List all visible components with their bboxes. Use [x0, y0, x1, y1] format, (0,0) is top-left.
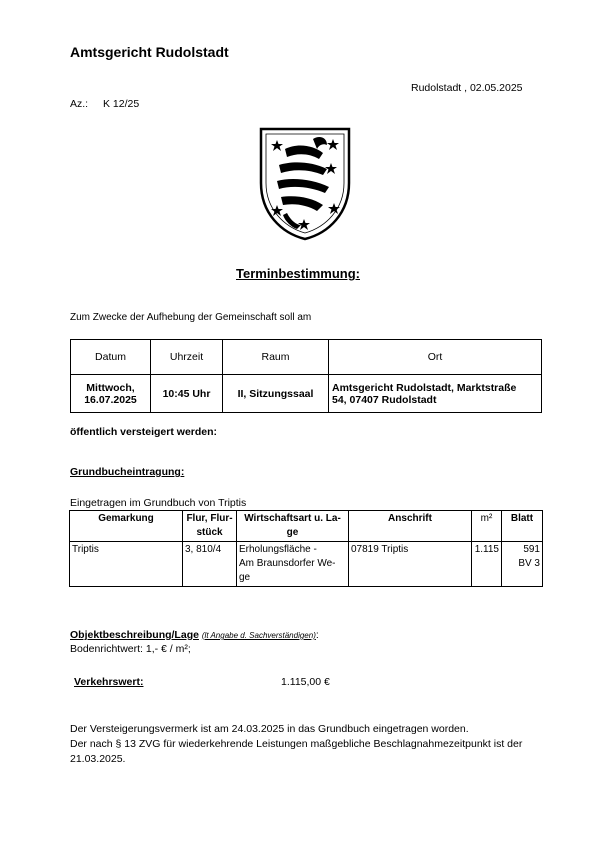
datum-weekday: Mittwoch, [86, 381, 135, 394]
footer-text [70, 722, 540, 767]
intro-text: Zum Zwecke der Aufhebung der Gemeinschaft soll am [70, 312, 312, 323]
cell-datum [71, 375, 151, 413]
cell-anschrift: 07819 Triptis [349, 542, 472, 587]
wirtschaft-line3: ge [239, 572, 251, 583]
header-flur-line2: stück [196, 527, 223, 538]
header-wirtschaft-line2: ge [286, 527, 299, 538]
objekt-note: (lt Angabe d. Sachverständigen) [201, 631, 316, 640]
verkehrswert-label: Verkehrswert: [74, 676, 144, 688]
cell-ort [329, 375, 542, 413]
sold-text: öffentlich versteigert werden: [70, 426, 218, 438]
court-name: Amtsgericht Rudolstadt [70, 44, 229, 60]
az-label: Az.: [70, 98, 89, 110]
objekt-heading-line [70, 629, 319, 641]
grundbuch-intro: Eingetragen im Grundbuch von Triptis [70, 497, 247, 509]
datum-date: 16.07.2025 [84, 393, 137, 406]
header-flur [183, 511, 237, 542]
footer-line1: Der Versteigerungsvermerk ist am 24.03.2025 in das Grundbuch eingetragen worden. [70, 723, 469, 735]
table-header-row [71, 340, 542, 375]
cell-gemarkung: Triptis [70, 542, 183, 587]
table-row [71, 375, 542, 413]
grundbuch-heading: Grundbucheintragung: [70, 466, 185, 478]
page-title: Terminbestimmung: [236, 266, 360, 281]
objekt-colon: : [315, 629, 319, 641]
az-value: K 12/25 [103, 98, 140, 110]
coat-of-arms-icon [257, 125, 353, 243]
header-ort: Ort [329, 340, 542, 375]
objekt-heading: Objektbeschreibung/Lage [70, 629, 199, 641]
blatt-line2: BV 3 [518, 558, 540, 569]
header-raum: Raum [223, 340, 329, 375]
header-uhrzeit: Uhrzeit [151, 340, 223, 375]
footer-line2: Der nach § 13 ZVG für wiederkehrende Leistungen maßgebliche Beschlagnahmezeitpunkt ist der 21.03.2025. [70, 738, 523, 765]
cell-raum: II, Sitzungssaal [223, 375, 329, 413]
header-wirtschaft-line1: Wirtschaftsart u. La- [244, 513, 341, 524]
cell-m2: 1.115 [472, 542, 502, 587]
blatt-line1: 591 [523, 544, 540, 555]
header-flur-line1: Flur, Flur- [186, 513, 233, 524]
ort-line1: Amtsgericht Rudolstadt, Marktstraße [332, 381, 517, 394]
cell-flur: 3, 810/4 [183, 542, 237, 587]
place-date: Rudolstadt , 02.05.2025 [411, 82, 523, 94]
cell-wirtschaftsart [237, 542, 349, 587]
ort-line2: 54, 07407 Rudolstadt [332, 393, 437, 406]
header-datum: Datum [71, 340, 151, 375]
header-m2: m² [472, 511, 502, 542]
appointment-table [70, 339, 542, 413]
wirtschaft-line1: Erholungsfläche - [239, 544, 317, 555]
header-blatt: Blatt [502, 511, 543, 542]
header-gemarkung: Gemarkung [70, 511, 183, 542]
header-anschrift: Anschrift [349, 511, 472, 542]
grundbuch-table [69, 510, 543, 587]
verkehrswert-value: 1.115,00 € [281, 676, 330, 688]
bodenrichtwert: Bodenrichtwert: 1,- € / m²; [70, 643, 191, 655]
cell-uhrzeit: 10:45 Uhr [151, 375, 223, 413]
cell-blatt [502, 542, 543, 587]
table-header-row [70, 511, 543, 542]
table-row [70, 542, 543, 587]
header-wirtschaftsart [237, 511, 349, 542]
wirtschaft-line2: Am Braunsdorfer We- [239, 558, 336, 569]
